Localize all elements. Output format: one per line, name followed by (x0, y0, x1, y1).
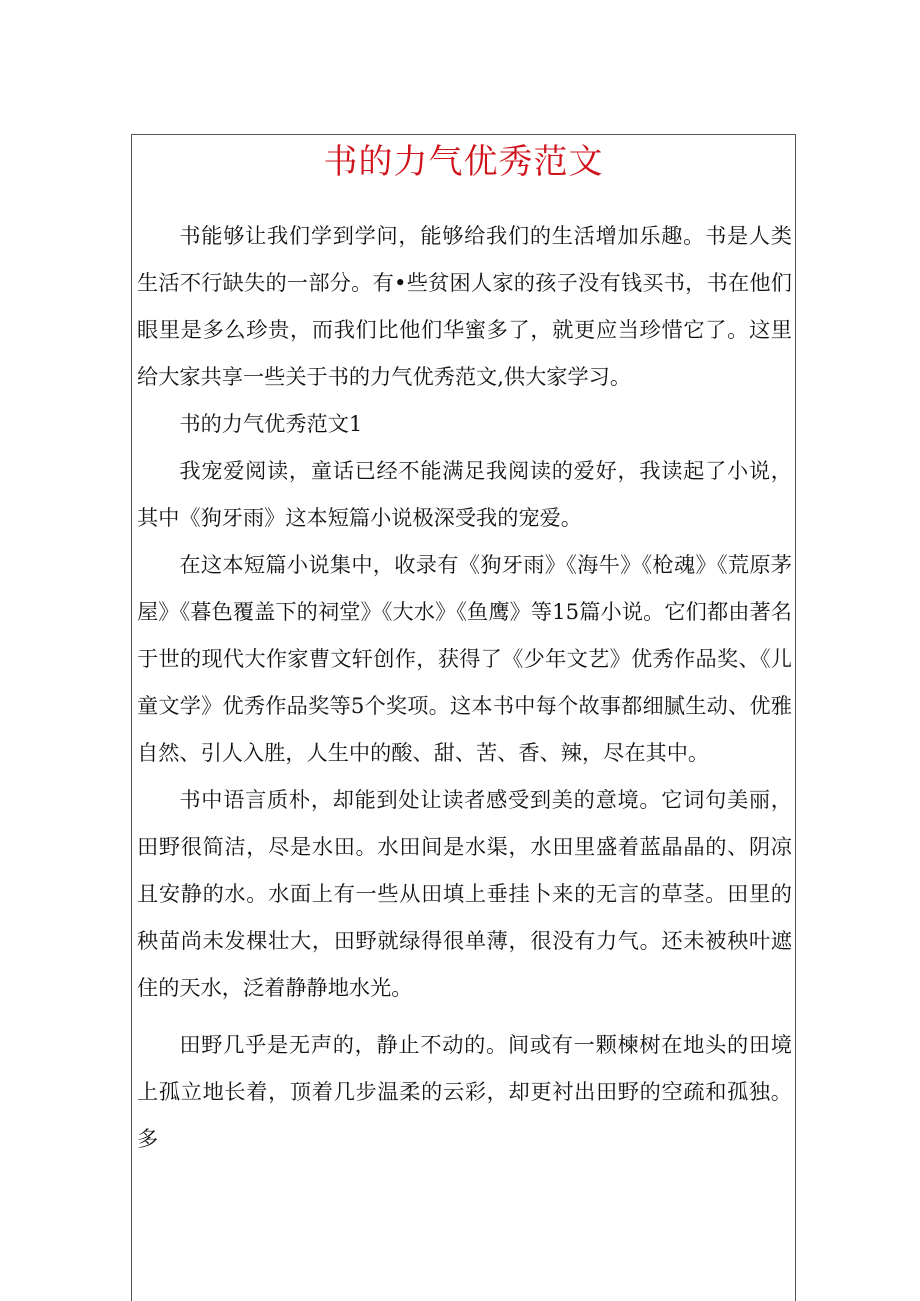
paragraph: 田野几乎是无声的，静止不动的。间或有一颗楝树在地头的田境上孤立地长着，顶着几步温柔的云彩，却更衬出田野的空疏和孤独。多 (137, 1032, 792, 1151)
paragraph: 书中语言质朴，却能到处让读者感受到美的意境。它词句美丽，田野很简洁，尽是水田。水田间是水渠，水田里盛着蓝晶晶的、阴凉且安静的水。水面上有一些从田填上垂挂卜来的无言的草茎。田里的秧苗尚未发棵壮大，田野就绿得很单薄，很没有力气。还未被秧叶遮住的天水，泛着静静地水光。 (137, 787, 792, 1000)
paragraph: 在这本短篇小说集中，收录有《狗牙雨》《海牛》《枪魂》《荒原茅屋》《暮色覆盖下的祠堂》《大水》《鱼鹰》等15篇小说。它们都由著名于世的现代大作家曹文轩创作，获得了《少年文艺》优秀作品奖、《儿童文学》优秀作品奖等5个奖项。这本书中每个故事都细腻生动、优雅自然、引人入胜，人生中的酸、甜、苦、香、辣，尽在其中。 (137, 552, 792, 765)
document-title: 书的力气优秀范文 (323, 142, 604, 182)
paragraph-intro: 书能够让我们学到学问，能够给我们的生活增加乐趣。书是人类生活不行缺失的一部分。有•些贫困人家的孩子没有钱买书，书在他们眼里是多么珍贵，而我们比他们华蜜多了，就更应当珍惜它了。这里给大家共享一些关于书的力气优秀范文,供大家学习。 (137, 223, 792, 389)
section-heading: 书的力气优秀范文1 (179, 411, 363, 436)
paragraph: 我宠爱阅读，童话已经不能满足我阅读的爱好，我读起了小说，其中《狗牙雨》这本短篇小说极深受我的宠爱。 (137, 458, 792, 530)
document-body (137, 212, 792, 1162)
